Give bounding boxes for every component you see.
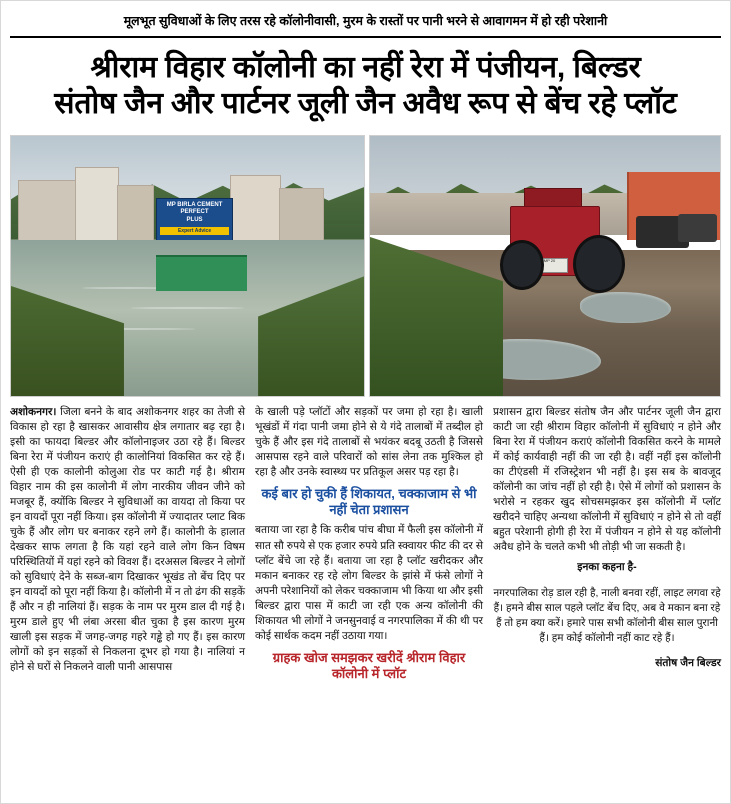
photo-waterlogged-road [10,135,365,397]
tractor-wheel [500,240,545,290]
column-2-text-after: बताया जा रहा है कि करीब पांच बीघा में फैली इस कॉलोनी में सात सौ रुपये से एक हजार रुपये प्रति स्क्वायर फीट की दर से प्लॉट बेंचे जा रहे हैं। बताया जा रहा है प्लॉट खरीदकर और मकान बनाकर रह रहे लोग बिल्डर के झांसे में फंसे लोगों ने अपनी परेशानियों को लेकर चक्काजाम भी किया था और इसी बिल्डर द्वारा पास में काटी जा रही एक अन्य कॉलोनी की शिकायत भी लोगों ने जनसुनवाई व नगरपालिका में की थी पर कोई सार्थक कदम नहीं उठाया गया। [255,524,483,642]
page-title [10,38,721,133]
hoarding-line-1: MP BIRLA CEMENT [166,202,223,209]
kicker-line: मूलभूत सुविधाओं के लिए तरस रहे कॉलोनीवासी, मुरम के रास्तों पर पानी भरने से आवागमन में हो रही परेशानी [10,8,721,38]
headline-line-1: श्रीराम विहार कॉलोनी का नहीं रेरा में पंजीयन, बिल्डर [90,50,641,84]
building [230,175,281,245]
hoarding-line-2: PERFECT [180,209,209,216]
building [279,188,323,245]
tractor-wheel [573,235,625,293]
dateline: अशोकनगर। [10,405,57,418]
quote-heading: इनका कहना है- [577,561,637,574]
puddle [580,292,671,323]
article-column-2 [255,405,483,687]
column-1-text: जिला बनने के बाद अशोकनगर शहर का तेजी से विकास हो रहा है खासकर आवासीय क्षेत्र लगातार बढ़ रहा है। इसी का फायदा बिल्डर और कॉलोनाइजर उठा रहे हैं। बिल्डर बिना रेरा में पंजीयन कराएं ही कालोनियां विकसित कर रहे हैं। ऐसी ही एक कालोनी कोलुआ रोड पर काटी गई है। श्रीराम विहार नाम की इस कालोनी में लोग नारकीय जीवन जीने को मजबूर हैं, क्योंकि बिल्डर ने सुविधाओं का वायदा तो किया पर इन वायदों पूरा नहीं किया। इस कॉलोनी में ज्यादातर प्लाट बिक चुके हैं और लोग घर बनाकर रहने लगे हैं। कालोनी के हालात देखकर साफ लगता है कि यहां रहने वाले लोग किन विषम परिस्थितियों में यहां रहने को विवश हैं। दरअसल बिल्डर ने लोगों को सुविधाएं देने के सब्ज-बाग दिखाकर भूखंड तो बेंच दिए पर इन वायदों को पूरा नहीं किया है। कॉलोनी में न तो ढंग की सड़कें हैं और न ही नालियां हैं। सड़क के नाम पर मुरम डाल दी गई है। मुरम डाले हुए भी लंबा अरसा बीत चुका है इस कारण मुरम खाली इस सड़क में जगह-जगह गहरे गड्ढे हो गए हैं। इस कारण लोगों को इन सड़कों से निकलना दूभर हो गया है। नालियां न होने से घरों से निकलने वाली पानी आसपास [10,405,245,674]
quote-text: नगरपालिका रोड़ डाल रही है, नाली बनवा रहीं, लाइट लगवा रहे हैं। हमने बीस साल पहले प्लॉट बेंच दिए, अब वे मकान बना रहे हैं तो हम क्या करें। हमारे पास सभी कॉलोनी बीस साल पुरानी हैं। हम कोई कॉलोनी नहीं काट रहे हैं। [493,587,721,644]
article-body [10,405,721,687]
hoarding-bar: Expert Advice [160,227,230,235]
photo-strip [10,135,721,397]
article-paragraph [10,405,245,676]
green-wall [156,255,248,291]
subheading-buyer-warning: ग्राहक खोज समझकर खरीदें श्रीराम विहार कॉलोनी में प्लॉट [272,649,466,681]
quote-attribution: संतोष जैन बिल्डर [655,657,721,670]
building [75,167,119,244]
motorcycle [678,214,717,243]
headline-line-2: संतोष जैन और पार्टनर जूली जैन अवैध रूप से बेंच रहे प्लॉट [54,87,677,121]
photo-tractor-muddy-road [369,135,721,397]
hoarding-line-3: PLUS [186,216,203,223]
article-column-3 [493,405,721,687]
column-2-text: के खाली पड़े प्लॉटों और सड़कों पर जमा हो रहा है। खाली भूखंडों में गंदा पानी जमा होने से ये गंदे तालाबों में तब्दील हो चुके हैं और इस गंदे तालाबों से भयंकर बदबू उठती है जिससे आसपास रहने वाले परिवारों को सांस लेना तक मुश्किल हो रहा है और उनके स्वास्थ्य पर प्रतिकूल असर पड़ रहा है। [255,405,483,478]
subheading-complaints: कई बार हो चुकी हैं शिकायत, चक्काजाम से भी नहीं चेता प्रशासन [261,485,477,518]
column-3-text: प्रशासन द्वारा बिल्डर संतोष जैन और पार्टनर जूली जैन द्वारा काटी जा रही श्रीराम विहार कॉलोनी में सुविधाएं न होने और बिना रेरा में पंजीयन कराएं कॉलोनी विकसित करने के मामले में कोई कार्यवाही नहीं की जा रही है। वहीं नहीं इस कॉलोनी का टीएंडसी में रजिस्ट्रेशन भी नहीं है। इस सब के बावजूद कॉलोनी का जांच नहीं हो रही है। ऐसे में लोगों को प्रशासन के भरोसे न रहकर खुद सोचसमझकर इस कॉलोनी में प्लॉट खरीदने चाहिए अन्यथा कॉलोनी में सुविधाएं न होने से तो वहीं बहुत परेशानी होगी ही रेरा में पंजीयन न होने से यह कॉलोनी अवैध होने के चलते कभी भी तोड़ी भी जा सकती है। [493,405,721,554]
building [18,180,76,244]
number-plate: MP 20 [531,258,568,273]
building [117,185,154,244]
article-column-1 [10,405,245,687]
